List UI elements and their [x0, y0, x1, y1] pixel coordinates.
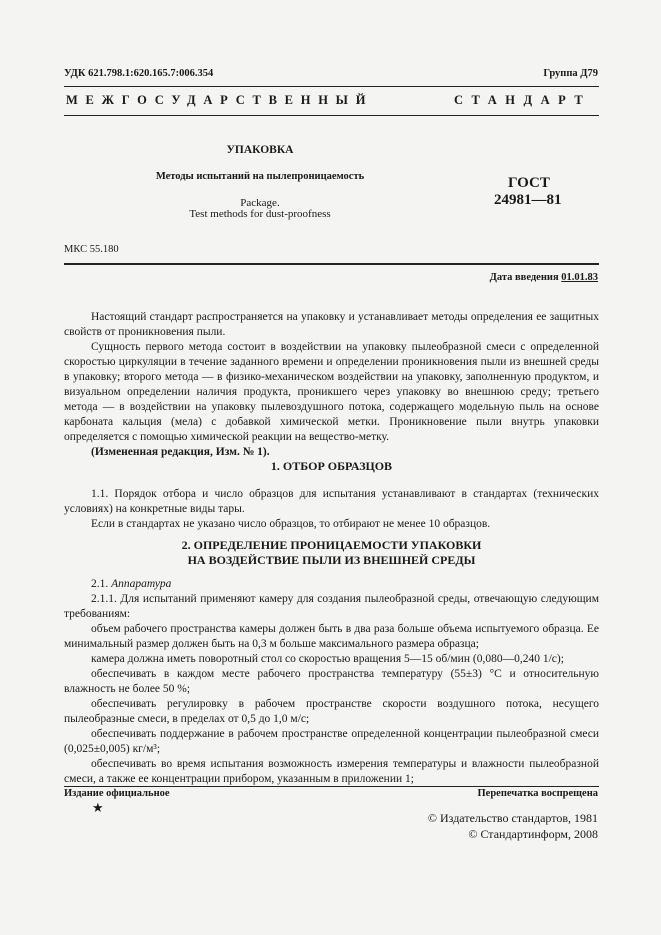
doc-subtitle: Методы испытаний на пылепроницаемость — [155, 171, 365, 182]
item-2-1-number: 2.1. — [91, 578, 109, 590]
copyright-2008: © Стандартинформ, 2008 — [468, 827, 598, 841]
item-2-1 — [64, 577, 599, 592]
section-1-heading: 1. ОТБОР ОБРАЗЦОВ — [270, 459, 393, 473]
amendment-note: (Измененная редакция, Изм. № 1). — [91, 446, 270, 458]
requirement-volume: объем рабочего пространства камеры должен быть в два раза больше объема испытуемого образца. Ее минимальный размер должен быть на 0,3 м больше максимального размера образца; — [64, 623, 599, 650]
standard-word-interstate: МЕЖГОСУДАРСТВЕННЫЙ — [66, 93, 374, 107]
item-2-1-title: Аппаратура — [111, 578, 172, 590]
section-1-body — [64, 487, 599, 532]
intro-date-value: 01.01.83 — [561, 272, 598, 283]
intro-paragraph-1: Настоящий стандарт распространяется на упаковку и устанавливает методы определения ее защитных свойств от проникновения пыли. — [64, 311, 599, 338]
requirement-measurement: обеспечивать во время испытания возможность измерения температуры и влажности пылеобразной смеси, а также ее концентрации прибором, указанным в приложении 1; — [64, 758, 599, 785]
intro-date — [490, 272, 598, 283]
official-edition: Издание официальное — [64, 788, 170, 799]
star-icon: ★ — [92, 800, 104, 815]
intro-date-label: Дата введения — [489, 272, 559, 283]
udk-code: УДК 621.798.1:620.165.7:006.354 — [64, 68, 214, 79]
group-code: Группа Д79 — [543, 68, 598, 79]
section-2-heading-line-2: НА ВОЗДЕЙСТВИЕ ПЫЛИ ИЗ ВНЕШНЕЙ СРЕДЫ — [187, 553, 476, 567]
reprint-notice: Перепечатка воспрещена — [477, 788, 598, 799]
gost-label: ГОСТ — [508, 175, 550, 191]
section-2-heading-line-1: 2. ОПРЕДЕЛЕНИЕ ПРОНИЦАЕМОСТИ УПАКОВКИ — [181, 538, 482, 552]
intro-paragraph-2: Сущность первого метода состоит в воздействии на упаковку пылеобразной смеси с определенной скоростью циркуляции в течение заданного времени и определении проникновения пыли из внешней среды в упаковку; второго метода — в физико-механическом воздействии на упаковку, заполненную продуктом, и визуальном определении наличия продукта, проникшего через упаковку во внешнюю среду; третьего метода — в воздействии на упаковку пылевоздушного потока, содержащего модельную пыль на основе карбоната кальция (мела) с добавкой химической метки. Проникновение пыли внутрь упаковки определяется с помощью химической реакции на вещество-метку. — [64, 341, 599, 443]
section-2-heading — [64, 538, 599, 568]
item-2-1-1: 2.1.1. Для испытаний применяют камеру для создания пылеобразной среды, отвечающую следующим требованиям: — [64, 593, 599, 620]
gost-number: 24981—81 — [494, 192, 562, 208]
doc-title: УПАКОВКА — [226, 144, 294, 156]
header-rule — [64, 86, 599, 87]
requirement-temperature: обеспечивать в каждом месте рабочего пространства температуру (55±3) °С и относительную влажность не более 50 %; — [64, 668, 599, 695]
requirement-turntable: камера должна иметь поворотный стол со скоростью вращения 5—15 об/мин (0,080—0,240 1/с); — [91, 653, 564, 665]
footer-rule — [64, 786, 599, 787]
copyright-1981: © Издательство стандартов, 1981 — [427, 811, 598, 825]
intro-block — [64, 310, 599, 460]
section-1-paragraph-1: 1.1. Порядок отбора и число образцов для испытания устанавливают в стандартах (технических условиях) на конкретные виды тары. — [64, 488, 599, 515]
title-rule — [64, 263, 599, 265]
standard-rule — [64, 115, 599, 116]
mks-code: МКС 55.180 — [64, 244, 119, 255]
standard-word-standard: СТАНДАРТ — [454, 93, 592, 107]
title-english-2: Test methods for dust-proofness — [189, 208, 331, 220]
requirement-concentration: обеспечивать поддержание в рабочем пространстве определенной концентрации пылеобразной смеси (0,025±0,005) кг/м³; — [64, 728, 599, 755]
requirement-airflow: обеспечивать регулировку в рабочем пространстве скорости воздушного потока, несущего пылеобразные смеси, в пределах от 0,5 до 1,0 м/с; — [64, 698, 599, 725]
section-2-body — [64, 577, 599, 787]
section-1-paragraph-2: Если в стандартах не указано число образцов, то отбирают не менее 10 образцов. — [91, 518, 491, 530]
title-english-1: Package. — [240, 197, 280, 209]
